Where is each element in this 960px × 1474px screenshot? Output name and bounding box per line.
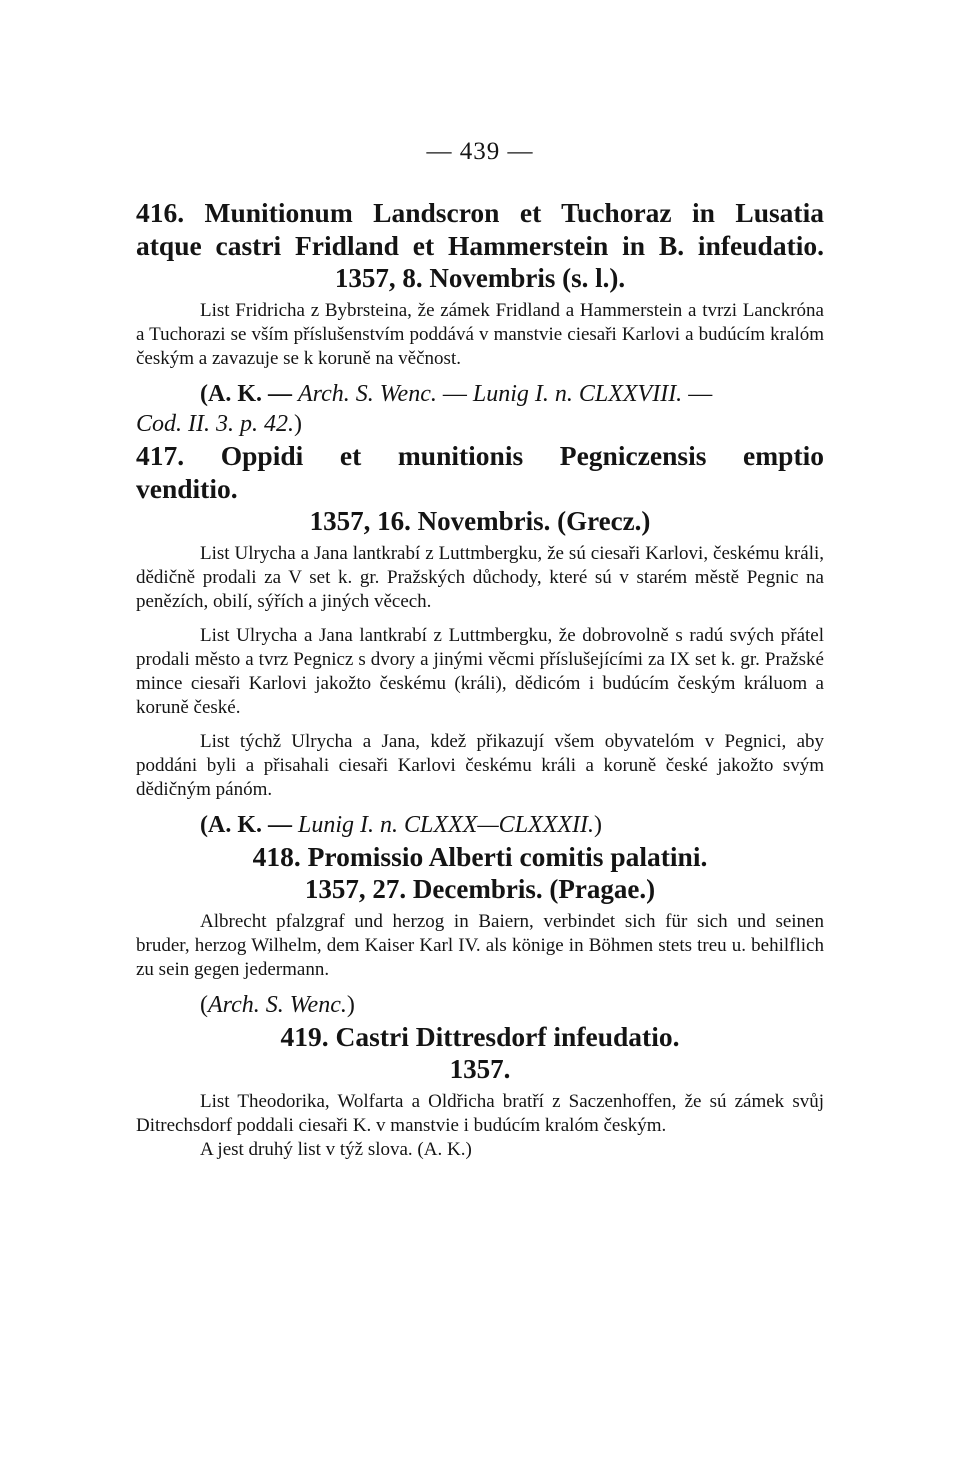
entry-heading: atque castri Fridland et Hammerstein in B. infeudatio. xyxy=(136,230,824,261)
entry-source xyxy=(136,379,824,409)
source-close: ) xyxy=(294,411,302,437)
source-lead: (A. K. — xyxy=(200,812,298,838)
source-close: ) xyxy=(346,992,355,1018)
entry-417 xyxy=(136,439,824,840)
entry-416 xyxy=(136,196,824,439)
entry-419 xyxy=(136,1020,824,1162)
page-number: — 439 — xyxy=(426,138,534,165)
source-lead: ( xyxy=(200,992,208,1018)
source-lead: (A. K. — xyxy=(200,381,298,407)
entry-date: 1357, 8. Novembris (s. l.). xyxy=(334,263,626,293)
entry-heading: 418. Promissio Alberti comitis palatini. xyxy=(252,841,708,872)
source-ref: Lunig I. n. CLXXVIII. xyxy=(472,381,683,407)
entry-heading: 417. Oppidi et munitionis Pegniczensis emptio xyxy=(136,440,824,471)
entry-date: 1357, 27. Decembris. (Pragae.) xyxy=(304,874,656,904)
entry-paragraph: List Ulrycha a Jana lantkrabí z Luttmbergku, že sú ciesaři Karlovi, českému králi, dědičně prodali za V set k. gr. Pražských důchody, které sú v starém městě Pegnic na penězích, obilí, sýřích a jiných věcech. xyxy=(136,543,824,612)
entry-paragraph: List týchž Ulrycha a Jana, kdež přikazují všem obyvatelóm v Pegnici, aby poddáni byli a přisahali ciesaři Karlovi českému králi a koruně české jakožto svým dědičným pánóm. xyxy=(136,731,824,800)
entry-heading: 416. Munitionum Landscron et Tuchoraz in Lusatia xyxy=(136,197,824,228)
source-ref: Cod. II. 3. p. 42. xyxy=(136,411,294,437)
source-ref: Arch. S. Wenc. xyxy=(298,381,437,407)
source-close: ) xyxy=(594,812,603,838)
entry-source xyxy=(136,990,824,1020)
entry-paragraph: A jest druhý list v týž slova. (A. K.) xyxy=(200,1139,472,1160)
entry-paragraph: List Ulrycha a Jana lantkrabí z Luttmbergku, že dobrovolně s radú svých přátel prodali město a tvrz Pegnicz s dvory a jinými věcmi příslušejícími za IX set k. gr. Pražské mince ciesaři Karlovi jakožto českému (králi), dědicóm i budúcím českým králuom a koruně české. xyxy=(136,625,824,718)
source-separator: — xyxy=(436,381,473,407)
document-page xyxy=(136,138,824,1162)
entry-418 xyxy=(136,840,824,1020)
entry-paragraph: List Theodorika, Wolfarta a Oldřicha bratří z Saczenhoffen, že sú zámek svůj Ditrechsdorf poddali ciesaři K. v manstvie i budúcím kralóm českým. xyxy=(136,1091,824,1136)
entry-date: 1357. xyxy=(449,1054,511,1084)
source-separator: — xyxy=(682,381,713,407)
entry-paragraph: List Fridricha z Bybrsteina, že zámek Fridland a Hammerstein a tvrzi Lanckróna a Tuchorazi se vším příslušenstvím poddává v manstvie ciesaři Karlovi a budúcím kralóm českým a zavazuje se k koruně na věčnost. xyxy=(136,300,824,369)
source-ref: Lunig I. n. CLXXX—CLXXXII. xyxy=(298,812,595,838)
entry-source-cont xyxy=(136,409,824,439)
source-ref: Arch. S. Wenc. xyxy=(208,992,347,1018)
entry-date: 1357, 16. Novembris. (Grecz.) xyxy=(309,506,651,536)
entry-heading: venditio. xyxy=(136,473,238,504)
entry-heading: 419. Castri Dittresdorf infeudatio. xyxy=(280,1021,680,1052)
entry-source xyxy=(136,810,824,840)
entry-paragraph: Albrecht pfalzgraf und herzog in Baiern, verbindet sich für sich und seinen bruder, herzog Wilhelm, dem Kaiser Karl IV. als könige in Böhmen stets treu u. behilflich zu sein gegen jedermann. xyxy=(136,911,824,980)
